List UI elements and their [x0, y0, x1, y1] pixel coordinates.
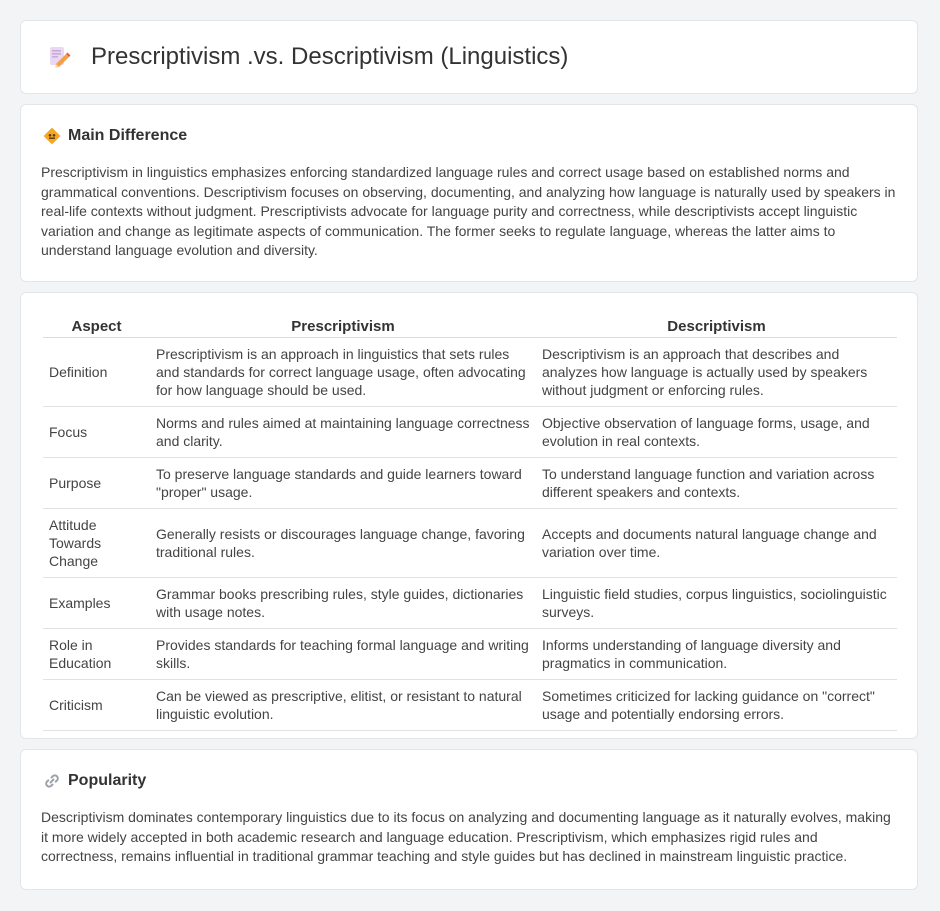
table-header-row — [43, 315, 897, 338]
descriptivism-cell: Objective observation of language forms, usage, and evolution in real contexts. — [536, 407, 897, 458]
descriptivism-cell: Sometimes criticized for lacking guidance on "correct" usage and potentially endorsing errors. — [536, 680, 897, 731]
prescriptivism-cell: Grammar books prescribing rules, style guides, dictionaries with usage notes. — [150, 578, 536, 629]
table-row — [43, 338, 897, 407]
descriptivism-cell: Accepts and documents natural language change and variation over time. — [536, 509, 897, 578]
popularity-section — [20, 749, 918, 890]
popularity-title: Popularity — [68, 772, 147, 789]
main-difference-text: Prescriptivism in linguistics emphasizes enforcing standardized language rules and correct usage based on established norms and grammatical conventions. Descriptivism focuses on observing, documenting, and analyzing how language is naturally used by speakers in real-life contexts without judgment. Prescriptivists advocate for language purity and correctness, while descriptivists accept linguistic variation and change as legitimate aspects of communication. The former seeks to regulate language, whereas the latter aims to understand language evolution and diversity. — [41, 164, 896, 258]
aspect-cell: Criticism — [43, 680, 150, 731]
table-row — [43, 680, 897, 731]
pencil-document-icon — [47, 45, 71, 69]
descriptivism-cell: To understand language function and variation across different speakers and contexts. — [536, 458, 897, 509]
aspect-cell: Focus — [43, 407, 150, 458]
prescriptivism-cell: Provides standards for teaching formal language and writing skills. — [150, 629, 536, 680]
diamond-sign-icon — [43, 127, 61, 145]
link-icon — [43, 772, 61, 790]
descriptivism-cell: Informs understanding of language diversity and pragmatics in communication. — [536, 629, 897, 680]
column-header-prescriptivism: Prescriptivism — [150, 315, 536, 338]
comparison-table-card — [20, 292, 918, 739]
column-header-aspect: Aspect — [43, 315, 150, 338]
column-header-descriptivism: Descriptivism — [536, 315, 897, 338]
aspect-cell: Examples — [43, 578, 150, 629]
comparison-table — [43, 315, 897, 731]
table-row — [43, 509, 897, 578]
page-title: Prescriptivism .vs. Descriptivism (Linguistics) — [91, 43, 569, 70]
descriptivism-cell: Descriptivism is an approach that describes and analyzes how language is actually used by speakers without judgment or enforcing rules. — [536, 338, 897, 407]
aspect-cell: Definition — [43, 338, 150, 407]
main-difference-title: Main Difference — [68, 127, 188, 144]
title-card — [20, 20, 918, 94]
prescriptivism-cell: Generally resists or discourages language change, favoring traditional rules. — [150, 509, 536, 578]
table-row — [43, 629, 897, 680]
table-row — [43, 578, 897, 629]
prescriptivism-cell: To preserve language standards and guide learners toward "proper" usage. — [150, 458, 536, 509]
prescriptivism-cell: Can be viewed as prescriptive, elitist, or resistant to natural linguistic evolution. — [150, 680, 536, 731]
aspect-cell: Attitude Towards Change — [43, 509, 150, 578]
descriptivism-cell: Linguistic field studies, corpus linguistics, sociolinguistic surveys. — [536, 578, 897, 629]
table-row — [43, 407, 897, 458]
table-row — [43, 458, 897, 509]
popularity-text: Descriptivism dominates contemporary linguistics due to its focus on analyzing and documenting language as it naturally evolves, making it more widely accepted in both academic research and language education. Prescriptivism, which emphasizes rigid rules and correctness, remains influential in traditional grammar teaching and style guides but has declined in mainstream linguistic practice. — [41, 809, 891, 864]
aspect-cell: Role in Education — [43, 629, 150, 680]
main-difference-section — [20, 104, 918, 282]
aspect-cell: Purpose — [43, 458, 150, 509]
prescriptivism-cell: Prescriptivism is an approach in linguistics that sets rules and standards for correct language usage, often advocating for how language should be used. — [150, 338, 536, 407]
prescriptivism-cell: Norms and rules aimed at maintaining language correctness and clarity. — [150, 407, 536, 458]
